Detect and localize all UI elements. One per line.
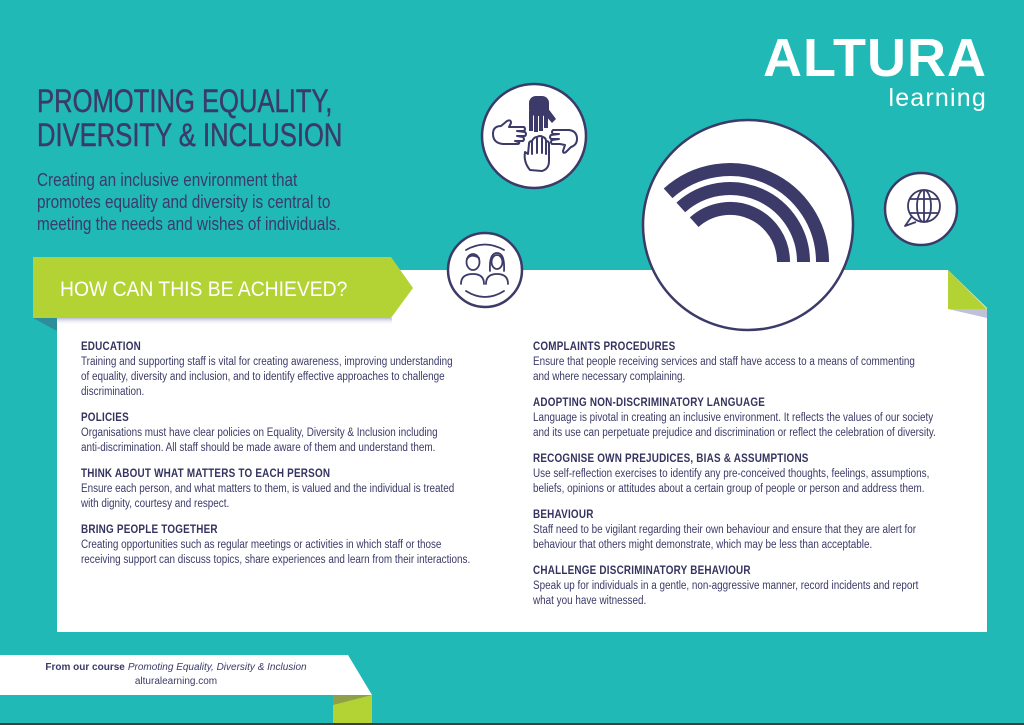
section-body-line: of equality, diversity and inclusion, and to identify effective approaches to challenge <box>81 371 445 383</box>
section-heading: RECOGNISE OWN PREJUDICES, BIAS & ASSUMPTIONS <box>533 453 809 465</box>
panel-corner-fold <box>948 268 988 320</box>
footer-website: alturalearning.com <box>134 676 218 687</box>
section-body-line: Organisations must have clear policies on Equality, Diversity & Inclusion including <box>81 427 438 439</box>
section-heading: BRING PEOPLE TOGETHER <box>81 524 218 536</box>
section-body-line: receiving support can discuss topics, share experiences and learn from their interactions. <box>81 554 471 566</box>
footer-course-row <box>0 661 352 675</box>
section-behaviour <box>533 508 936 553</box>
section-body-line: Speak up for individuals in a gentle, non-aggressive manner, record incidents and report <box>533 580 919 592</box>
section-complaints <box>533 340 936 385</box>
hands-together-icon <box>479 81 589 191</box>
rainbow-arcs-icon <box>641 118 855 332</box>
globe-speech-icon <box>883 171 959 247</box>
section-body-line: Creating opportunities such as regular meetings or activities in which staff or those <box>81 539 442 551</box>
section-prejudices <box>533 452 936 497</box>
brand-tagline: learning <box>888 84 987 112</box>
section-heading: EDUCATION <box>81 341 141 353</box>
brand-logo: ALTURA <box>763 28 987 88</box>
section-heading: CHALLENGE DISCRIMINATORY BEHAVIOUR <box>533 565 751 577</box>
section-heading: ADOPTING NON-DISCRIMINATORY LANGUAGE <box>533 397 766 409</box>
right-column <box>533 340 936 620</box>
section-heading: BEHAVIOUR <box>533 509 594 521</box>
section-body-line: anti-discrimination. All staff should be made aware of them and understand them. <box>81 442 436 454</box>
footer-fold <box>333 695 372 723</box>
section-body-line: Staff need to be vigilant regarding their own behaviour and ensure that they are alert for <box>533 524 917 536</box>
intro-line-3: meeting the needs and wishes of individuals. <box>37 214 341 234</box>
section-body-line: Ensure each person, and what matters to them, is valued and the individual is treated <box>81 483 455 495</box>
banner-label: HOW CAN THIS BE ACHIEVED? <box>60 278 348 301</box>
section-body-line: Training and supporting staff is vital for creating awareness, improving understanding <box>81 356 453 368</box>
intro-line-1: Creating an inclusive environment that <box>37 170 298 190</box>
section-education <box>81 340 470 400</box>
section-heading: POLICIES <box>81 412 129 424</box>
left-column <box>81 340 470 579</box>
section-heading: COMPLAINTS PROCEDURES <box>533 341 676 353</box>
section-body-line: what you have witnessed. <box>533 595 647 607</box>
section-body-line: and its use can perpetuate prejudice and discrimination or reflect the celebration of diversity. <box>533 427 936 439</box>
page-title <box>37 84 342 152</box>
section-body-line: discrimination. <box>81 386 145 398</box>
footer-credit <box>0 661 352 689</box>
footer-course-name: Promoting Equality, Diversity & Inclusion <box>127 662 307 673</box>
section-challenge-behaviour <box>533 564 936 609</box>
intro-line-2: promotes equality and diversity is central to <box>37 192 331 212</box>
section-language <box>533 396 936 441</box>
section-bring-people-together <box>81 523 470 568</box>
section-policies <box>81 411 470 456</box>
banner-fold-shadow <box>33 318 393 334</box>
section-what-matters <box>81 467 470 512</box>
section-body-line: Use self-reflection exercises to identify any pre-conceived thoughts, feelings, assumptions, <box>533 468 930 480</box>
intro-text <box>37 169 341 235</box>
section-body-line: Language is pivotal in creating an inclusive environment. It reflects the values of our society <box>533 412 934 424</box>
people-icon <box>446 231 524 309</box>
footer-prefix: From our course <box>45 662 125 673</box>
section-body-line: Ensure that people receiving services and staff have access to a means of commenting <box>533 356 915 368</box>
section-body-line: beliefs, opinions or attitudes about a certain group of people or person and address them. <box>533 483 925 495</box>
section-body-line: and where necessary complaining. <box>533 371 686 383</box>
title-line-1: PROMOTING EQUALITY, <box>37 83 333 119</box>
section-heading: THINK ABOUT WHAT MATTERS TO EACH PERSON <box>81 468 331 480</box>
section-body-line: behaviour that others might demonstrate, which may be less than acceptable. <box>533 539 873 551</box>
section-body-line: with dignity, courtesy and respect. <box>81 498 230 510</box>
title-line-2: DIVERSITY & INCLUSION <box>37 117 343 153</box>
